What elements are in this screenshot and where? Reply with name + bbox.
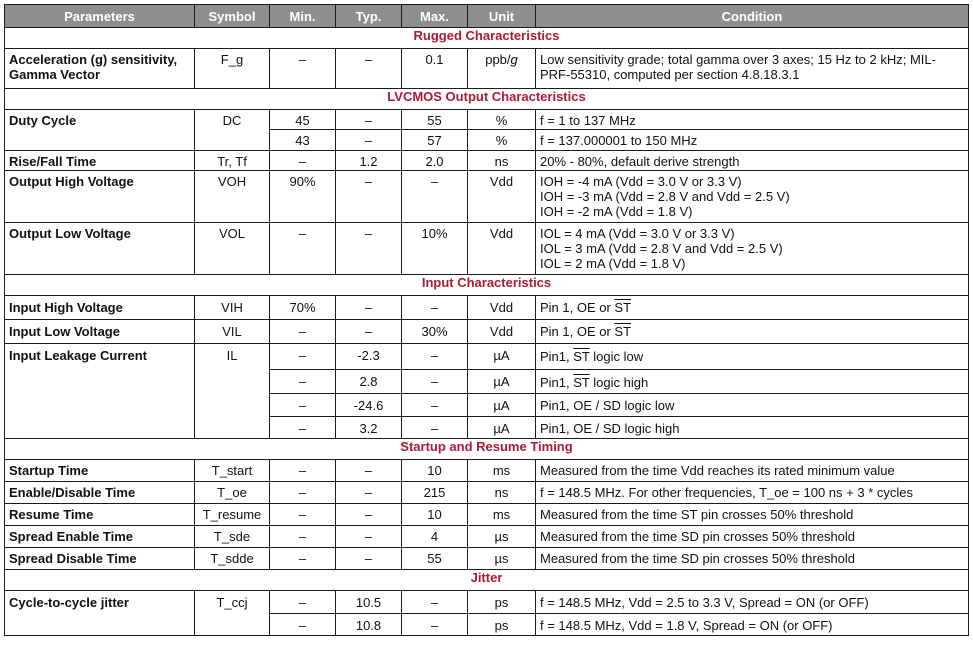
condition-line: IOH = -3 mA (Vdd = 2.8 V and Vdd = 2.5 V): [540, 189, 790, 204]
symbol-cell: T_sde: [195, 526, 270, 548]
unit-cell: Vdd: [468, 171, 536, 223]
symbol-cell: F_g: [195, 49, 270, 89]
electrical-characteristics-table: [4, 4, 969, 636]
unit-cell: ms: [468, 460, 536, 482]
min-cell: –: [270, 49, 336, 89]
header-max: Max.: [402, 5, 468, 28]
table-row: [5, 460, 969, 482]
unit-cell: ps: [468, 614, 536, 636]
symbol-cell: T_ccj: [195, 591, 270, 636]
max-cell: –: [402, 417, 468, 439]
condition-line: IOL = 3 mA (Vdd = 2.8 V and Vdd = 2.5 V): [540, 241, 783, 256]
unit-cell: ns: [468, 151, 536, 171]
typ-cell: –: [336, 296, 402, 320]
max-cell: 215: [402, 482, 468, 504]
condition-cell: [536, 49, 969, 89]
min-cell: –: [270, 526, 336, 548]
table-row: [5, 296, 969, 320]
max-cell: 55: [402, 548, 468, 570]
unit-text: ppb/: [485, 52, 511, 67]
condition-cell: 20% - 80%, default derive strength: [536, 151, 969, 171]
table-row: [5, 151, 969, 171]
symbol-cell: VIH: [195, 296, 270, 320]
condition-cell: f = 1 to 137 MHz: [536, 110, 969, 130]
condition-text: Pin1,: [540, 349, 574, 364]
max-cell: –: [402, 296, 468, 320]
symbol-cell: VIL: [195, 320, 270, 344]
condition-cell: [536, 370, 969, 394]
param-cell: Spread Disable Time: [5, 548, 195, 570]
typ-cell: –: [336, 504, 402, 526]
section-row-rugged: [5, 28, 969, 49]
typ-cell: -24.6: [336, 394, 402, 417]
typ-cell: 2.8: [336, 370, 402, 394]
symbol-cell: T_oe: [195, 482, 270, 504]
param-cell: Cycle-to-cycle jitter: [5, 591, 195, 636]
typ-cell: –: [336, 526, 402, 548]
table-row: [5, 320, 969, 344]
max-cell: –: [402, 370, 468, 394]
condition-line: Low sensitivity grade; total gamma over 3 axes; 15 Hz to 2 kHz; MIL-: [540, 52, 936, 67]
symbol-cell: T_start: [195, 460, 270, 482]
typ-cell: 10.8: [336, 614, 402, 636]
param-cell: Input Low Voltage: [5, 320, 195, 344]
unit-cell: µA: [468, 370, 536, 394]
header-unit: Unit: [468, 5, 536, 28]
param-cell: Enable/Disable Time: [5, 482, 195, 504]
min-cell: –: [270, 591, 336, 614]
param-cell: Input High Voltage: [5, 296, 195, 320]
st-overline-text: $\overline{ST}$: [614, 300, 632, 315]
min-cell: –: [270, 344, 336, 370]
max-cell: 4: [402, 526, 468, 548]
condition-cell: [536, 296, 969, 320]
unit-cell: µA: [468, 394, 536, 417]
header-min: Min.: [270, 5, 336, 28]
min-cell: –: [270, 151, 336, 171]
header-parameters: Parameters: [5, 5, 195, 28]
max-cell: 0.1: [402, 49, 468, 89]
max-cell: 57: [402, 130, 468, 151]
condition-cell: Pin1, OE / SD logic high: [536, 417, 969, 439]
unit-cell: µA: [468, 417, 536, 439]
section-row-input: [5, 275, 969, 296]
condition-cell: [536, 344, 969, 370]
min-cell: –: [270, 417, 336, 439]
typ-cell: –: [336, 460, 402, 482]
unit-cell: [468, 49, 536, 89]
max-cell: –: [402, 394, 468, 417]
condition-cell: Pin1, OE / SD logic low: [536, 394, 969, 417]
table-row: [5, 344, 969, 370]
section-title: Input Characteristics: [5, 275, 969, 296]
typ-cell: –: [336, 548, 402, 570]
min-cell: 43: [270, 130, 336, 151]
min-cell: –: [270, 460, 336, 482]
header-row: [5, 5, 969, 28]
section-title: Startup and Resume Timing: [5, 439, 969, 460]
condition-cell: f = 148.5 MHz, Vdd = 1.8 V, Spread = ON (or OFF): [536, 614, 969, 636]
max-cell: 55: [402, 110, 468, 130]
table-row: [5, 482, 969, 504]
unit-cell: µA: [468, 344, 536, 370]
max-cell: 10: [402, 460, 468, 482]
typ-cell: –: [336, 171, 402, 223]
min-cell: –: [270, 548, 336, 570]
min-cell: 70%: [270, 296, 336, 320]
section-row-jitter: [5, 570, 969, 591]
st-overline-text: $\overline{ST}$: [573, 375, 590, 390]
unit-cell: %: [468, 130, 536, 151]
unit-cell: µs: [468, 548, 536, 570]
section-title: LVCMOS Output Characteristics: [5, 89, 969, 110]
param-cell: [5, 49, 195, 89]
min-cell: –: [270, 482, 336, 504]
table-row: [5, 548, 969, 570]
param-cell: Resume Time: [5, 504, 195, 526]
param-cell: Duty Cycle: [5, 110, 195, 151]
condition-text: Pin 1, OE or: [540, 324, 615, 339]
table-row: [5, 171, 969, 223]
unit-cell: Vdd: [468, 296, 536, 320]
min-cell: –: [270, 370, 336, 394]
symbol-cell: VOL: [195, 223, 270, 275]
param-cell: Startup Time: [5, 460, 195, 482]
header-condition: Condition: [536, 5, 969, 28]
unit-g-italic: g: [510, 52, 518, 67]
max-cell: 2.0: [402, 151, 468, 171]
min-cell: –: [270, 223, 336, 275]
section-title: Jitter: [5, 570, 969, 591]
unit-cell: Vdd: [468, 320, 536, 344]
section-row-lvcmos: [5, 89, 969, 110]
typ-cell: –: [336, 49, 402, 89]
unit-cell: µs: [468, 526, 536, 548]
symbol-cell: VOH: [195, 171, 270, 223]
condition-cell: f = 148.5 MHz, Vdd = 2.5 to 3.3 V, Spread = ON (or OFF): [536, 591, 969, 614]
condition-line: IOL = 2 mA (Vdd = 1.8 V): [540, 256, 686, 271]
typ-cell: –: [336, 482, 402, 504]
symbol-cell: Tr, Tf: [195, 151, 270, 171]
min-cell: 45: [270, 110, 336, 130]
table-row: [5, 110, 969, 130]
symbol-cell: DC: [195, 110, 270, 151]
table-row: [5, 526, 969, 548]
condition-line: PRF-55310, computed per section 4.8.18.3.1: [540, 67, 800, 82]
symbol-cell: T_sdde: [195, 548, 270, 570]
condition-cell: [536, 320, 969, 344]
max-cell: 30%: [402, 320, 468, 344]
max-cell: –: [402, 344, 468, 370]
max-cell: –: [402, 591, 468, 614]
condition-cell: f = 137.000001 to 150 MHz: [536, 130, 969, 151]
condition-line: IOL = 4 mA (Vdd = 3.0 V or 3.3 V): [540, 226, 735, 241]
st-overline-text: $\overline{ST}$: [573, 349, 590, 364]
param-label: Gamma Vector: [9, 67, 101, 82]
condition-cell: Measured from the time SD pin crosses 50% threshold: [536, 548, 969, 570]
condition-cell: [536, 171, 969, 223]
table-row: [5, 49, 969, 89]
table-row: [5, 504, 969, 526]
max-cell: –: [402, 171, 468, 223]
param-cell: Spread Enable Time: [5, 526, 195, 548]
min-cell: 90%: [270, 171, 336, 223]
param-cell: Rise/Fall Time: [5, 151, 195, 171]
typ-cell: 3.2: [336, 417, 402, 439]
typ-cell: –: [336, 320, 402, 344]
unit-cell: ps: [468, 591, 536, 614]
min-cell: –: [270, 320, 336, 344]
condition-cell: Measured from the time Vdd reaches its rated minimum value: [536, 460, 969, 482]
condition-text: logic high: [589, 375, 649, 390]
header-typ: Typ.: [336, 5, 402, 28]
max-cell: –: [402, 614, 468, 636]
unit-cell: ns: [468, 482, 536, 504]
table-row: [5, 223, 969, 275]
param-cell: Input Leakage Current: [5, 344, 195, 439]
condition-text: Pin1,: [540, 375, 574, 390]
typ-cell: 10.5: [336, 591, 402, 614]
section-title: Rugged Characteristics: [5, 28, 969, 49]
typ-cell: –: [336, 130, 402, 151]
st-overline-text: $\overline{ST}$: [614, 324, 632, 339]
typ-cell: -2.3: [336, 344, 402, 370]
condition-text: Pin 1, OE or: [540, 300, 615, 315]
min-cell: –: [270, 614, 336, 636]
section-row-startup: [5, 439, 969, 460]
param-cell: Output Low Voltage: [5, 223, 195, 275]
condition-cell: Measured from the time SD pin crosses 50% threshold: [536, 526, 969, 548]
typ-cell: –: [336, 110, 402, 130]
max-cell: 10: [402, 504, 468, 526]
condition-cell: f = 148.5 MHz. For other frequencies, T_oe = 100 ns + 3 * cycles: [536, 482, 969, 504]
header-symbol: Symbol: [195, 5, 270, 28]
condition-line: IOH = -2 mA (Vdd = 1.8 V): [540, 204, 693, 219]
symbol-cell: T_resume: [195, 504, 270, 526]
table-row: [5, 591, 969, 614]
condition-text: logic low: [589, 349, 644, 364]
max-cell: 10%: [402, 223, 468, 275]
param-cell: Output High Voltage: [5, 171, 195, 223]
condition-cell: Measured from the time ST pin crosses 50% threshold: [536, 504, 969, 526]
param-label: Acceleration (g) sensitivity,: [9, 52, 178, 67]
condition-cell: [536, 223, 969, 275]
typ-cell: 1.2: [336, 151, 402, 171]
condition-line: IOH = -4 mA (Vdd = 3.0 V or 3.3 V): [540, 174, 742, 189]
symbol-cell: IL: [195, 344, 270, 439]
typ-cell: –: [336, 223, 402, 275]
unit-cell: %: [468, 110, 536, 130]
min-cell: –: [270, 394, 336, 417]
unit-cell: Vdd: [468, 223, 536, 275]
unit-cell: ms: [468, 504, 536, 526]
min-cell: –: [270, 504, 336, 526]
